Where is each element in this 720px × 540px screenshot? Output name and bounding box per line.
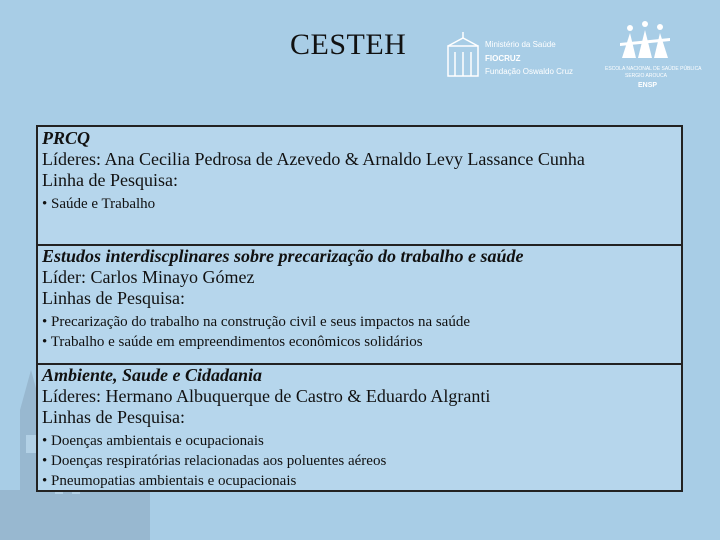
- research-line-item: • Precarização do trabalho na construção civil e seus impactos na saúde: [42, 314, 470, 330]
- ensp-logo: [600, 18, 710, 90]
- research-line-item: • Pneumopatias ambientais e ocupacionais: [42, 473, 297, 489]
- research-line-item: • Doenças ambientais e ocupacionais: [42, 433, 264, 449]
- svg-text:Ministério da Saúde: Ministério da Saúde: [485, 40, 556, 49]
- svg-text:ENSP: ENSP: [638, 82, 658, 89]
- svg-text:Fundação Oswaldo Cruz: Fundação Oswaldo Cruz: [485, 67, 574, 76]
- group-title: Estudos interdiscplinares sobre precarização do trabalho e saúde: [42, 246, 524, 266]
- research-lines-list: [42, 194, 681, 214]
- fiocruz-logo: [445, 32, 595, 82]
- research-lines-list: [42, 431, 681, 491]
- group-leaders: Líderes: Ana Cecilia Pedrosa de Azevedo & Arnaldo Levy Lassance Cunha: [42, 149, 585, 169]
- group-title: Ambiente, Saude e Cidadania: [42, 365, 263, 385]
- group-leaders: Líder: Carlos Minayo Gómez: [42, 267, 255, 287]
- svg-text:ESCOLA NACIONAL DE SAÚDE PÚBLI: ESCOLA NACIONAL DE SAÚDE PÚBLICA: [605, 66, 702, 72]
- group-block-ambiente: [38, 365, 681, 490]
- research-line-item: • Trabalho e saúde em empreendimentos econômicos solidários: [42, 334, 423, 350]
- research-line-item: • Doenças respiratórias relacionadas aos poluentes aéreos: [42, 453, 387, 469]
- research-groups-panel: [36, 125, 683, 492]
- svg-text:FIOCRUZ: FIOCRUZ: [485, 54, 521, 63]
- research-lines-label: Linhas de Pesquisa:: [42, 407, 185, 427]
- group-title: PRCQ: [42, 128, 91, 148]
- research-lines-label: Linhas de Pesquisa:: [42, 288, 185, 308]
- research-lines-label: Linha de Pesquisa:: [42, 170, 178, 190]
- group-block-prcq: [38, 127, 681, 246]
- slide-title: CESTEH: [290, 28, 407, 61]
- research-lines-list: [42, 312, 681, 352]
- research-line-item: • Saúde e Trabalho: [42, 196, 156, 212]
- group-leaders: Líderes: Hermano Albuquerque de Castro & Eduardo Algranti: [42, 386, 491, 406]
- svg-text:SERGIO AROUCA: SERGIO AROUCA: [625, 73, 667, 79]
- group-block-precarizacao: [38, 246, 681, 365]
